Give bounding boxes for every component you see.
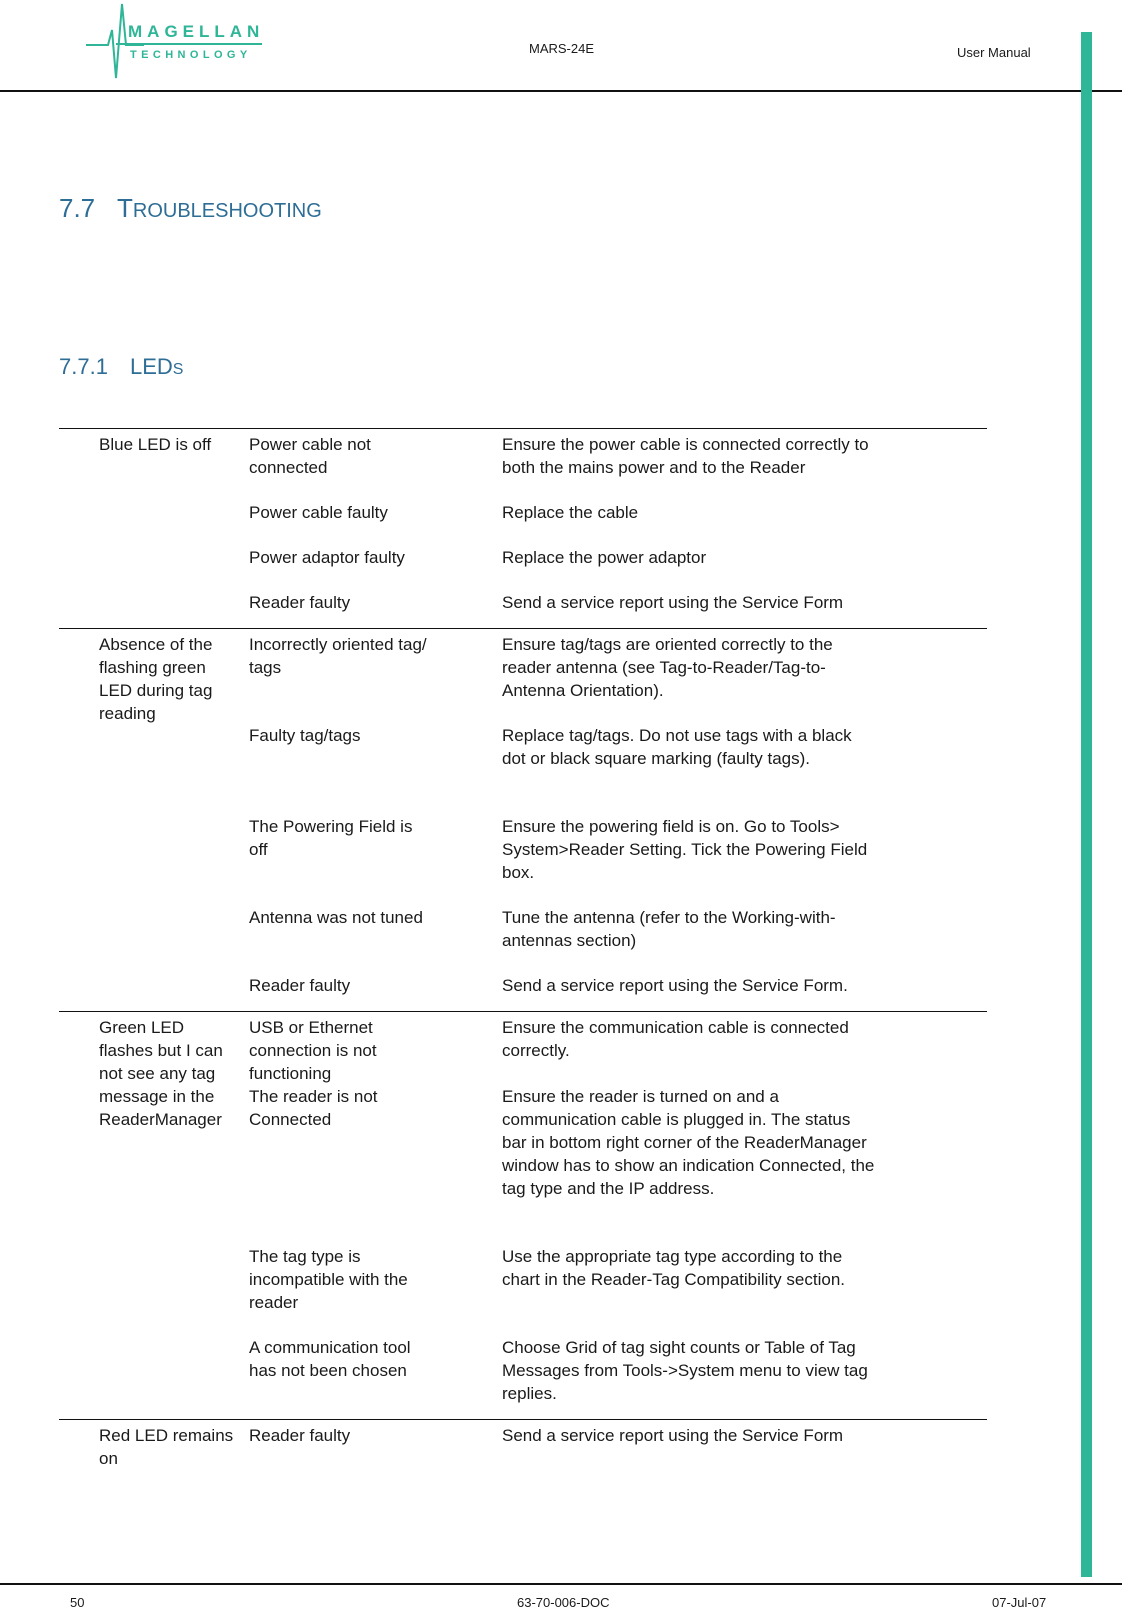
section-title-initial: T — [117, 193, 133, 223]
cause-solution-pair — [249, 724, 987, 770]
footer-doc-code: 63-70-006-DOC — [517, 1595, 610, 1610]
cause-cell: Power adaptor faulty — [249, 548, 405, 567]
symptom-cell: Absence of the flashing green LED during tag reading — [99, 635, 213, 723]
cause-cell: Reader faulty — [249, 976, 351, 995]
table-row — [59, 428, 987, 628]
header-rule — [0, 90, 1122, 92]
cause-cell: Reader faulty — [249, 593, 351, 612]
cause-solution-pair — [249, 1336, 987, 1405]
section-heading — [59, 193, 322, 224]
cause-solution-pair — [249, 1424, 987, 1447]
cause-solution-pair — [249, 546, 987, 569]
solution-cell: Replace the power adaptor — [502, 548, 707, 567]
solution-cell: Choose Grid of tag sight counts or Table of Tag Messages from Tools->System menu to view tag replies. — [502, 1338, 868, 1403]
table-row — [59, 628, 987, 1011]
cause-solution-group — [249, 433, 987, 614]
cause-solution-pair — [249, 906, 987, 952]
cause-solution-pair — [249, 591, 987, 614]
table-row — [59, 1011, 987, 1419]
solution-cell: Ensure tag/tags are oriented correctly to the reader antenna (see Tag-to-Reader/Tag-to- Antenna Orientation). — [502, 635, 833, 700]
cause-solution-pair — [249, 1016, 987, 1085]
cause-cell: Antenna was not tuned — [249, 908, 423, 927]
solution-cell: Tune the antenna (refer to the Working-with- antennas section) — [502, 908, 836, 950]
cause-cell: A communication tool has not been chosen — [249, 1338, 411, 1380]
solution-cell: Send a service report using the Service Form — [502, 593, 844, 612]
magellan-logo — [86, 0, 266, 90]
cause-cell: Power cable faulty — [249, 503, 388, 522]
solution-cell: Replace the cable — [502, 503, 639, 522]
cause-solution-pair — [249, 1085, 987, 1200]
subsection-number: 7.7.1 — [59, 354, 108, 379]
table-row — [59, 1419, 987, 1484]
cause-solution-pair — [249, 815, 987, 884]
symptom-cell: Red LED remains on — [99, 1426, 234, 1468]
cause-solution-pair — [249, 974, 987, 997]
cause-cell: The reader is not Connected — [249, 1087, 378, 1129]
logo-bottom-text: TECHNOLOGY — [130, 49, 252, 61]
solution-cell: Send a service report using the Service Form — [502, 1426, 844, 1445]
section-title-rest: ROUBLESHOOTING — [132, 200, 322, 222]
solution-cell: Ensure the reader is turned on and a communication cable is plugged in. The status bar in bottom right corner of the ReaderManager window has to show an indication Connected, the tag type and the IP address. — [502, 1087, 875, 1198]
cause-solution-group — [249, 633, 987, 997]
cause-cell: The tag type is incompatible with the reader — [249, 1247, 408, 1312]
section-number: 7.7 — [59, 193, 96, 223]
cause-solution-pair — [249, 433, 987, 479]
solution-cell: Send a service report using the Service Form. — [502, 976, 848, 995]
subsection-title-main: LED — [130, 354, 173, 379]
symptom-cell: Blue LED is off — [99, 435, 212, 454]
header-manual-label: User Manual — [957, 45, 1031, 60]
side-accent-bar — [1081, 32, 1092, 1577]
solution-cell: Ensure the powering field is on. Go to Tools> System>Reader Setting. Tick the Powering Field box. — [502, 817, 868, 882]
footer-rule — [0, 1583, 1122, 1585]
footer-page-number: 50 — [70, 1595, 85, 1610]
solution-cell: Ensure the communication cable is connected correctly. — [502, 1018, 849, 1060]
cause-cell: Incorrectly oriented tag/ tags — [249, 635, 427, 677]
cause-solution-group — [249, 1016, 987, 1405]
solution-cell: Ensure the power cable is connected correctly to both the mains power and to the Reader — [502, 435, 869, 477]
cause-solution-group — [249, 1424, 987, 1470]
subsection-heading — [59, 354, 183, 380]
solution-cell: Replace tag/tags. Do not use tags with a black dot or black square marking (faulty tags). — [502, 726, 852, 768]
cause-solution-pair — [249, 1245, 987, 1314]
cause-solution-pair — [249, 633, 987, 702]
cause-cell: Power cable not connected — [249, 435, 371, 477]
subsection-title-small: S — [172, 361, 184, 378]
header-doc-name: MARS-24E — [529, 41, 595, 56]
cause-cell: The Powering Field is off — [249, 817, 413, 859]
symptom-cell: Green LED flashes but I can not see any tag message in the ReaderManager — [99, 1018, 223, 1129]
cause-cell: USB or Ethernet connection is not functioning — [249, 1018, 377, 1083]
cause-solution-pair — [249, 501, 987, 524]
troubleshooting-table — [59, 428, 987, 1484]
logo-top-text: MAGELLAN — [128, 22, 265, 41]
cause-cell: Faulty tag/tags — [249, 726, 361, 745]
footer-date: 07-Jul-07 — [992, 1595, 1047, 1610]
cause-cell: Reader faulty — [249, 1426, 351, 1445]
solution-cell: Use the appropriate tag type according to the chart in the Reader-Tag Compatibility section. — [502, 1247, 845, 1289]
